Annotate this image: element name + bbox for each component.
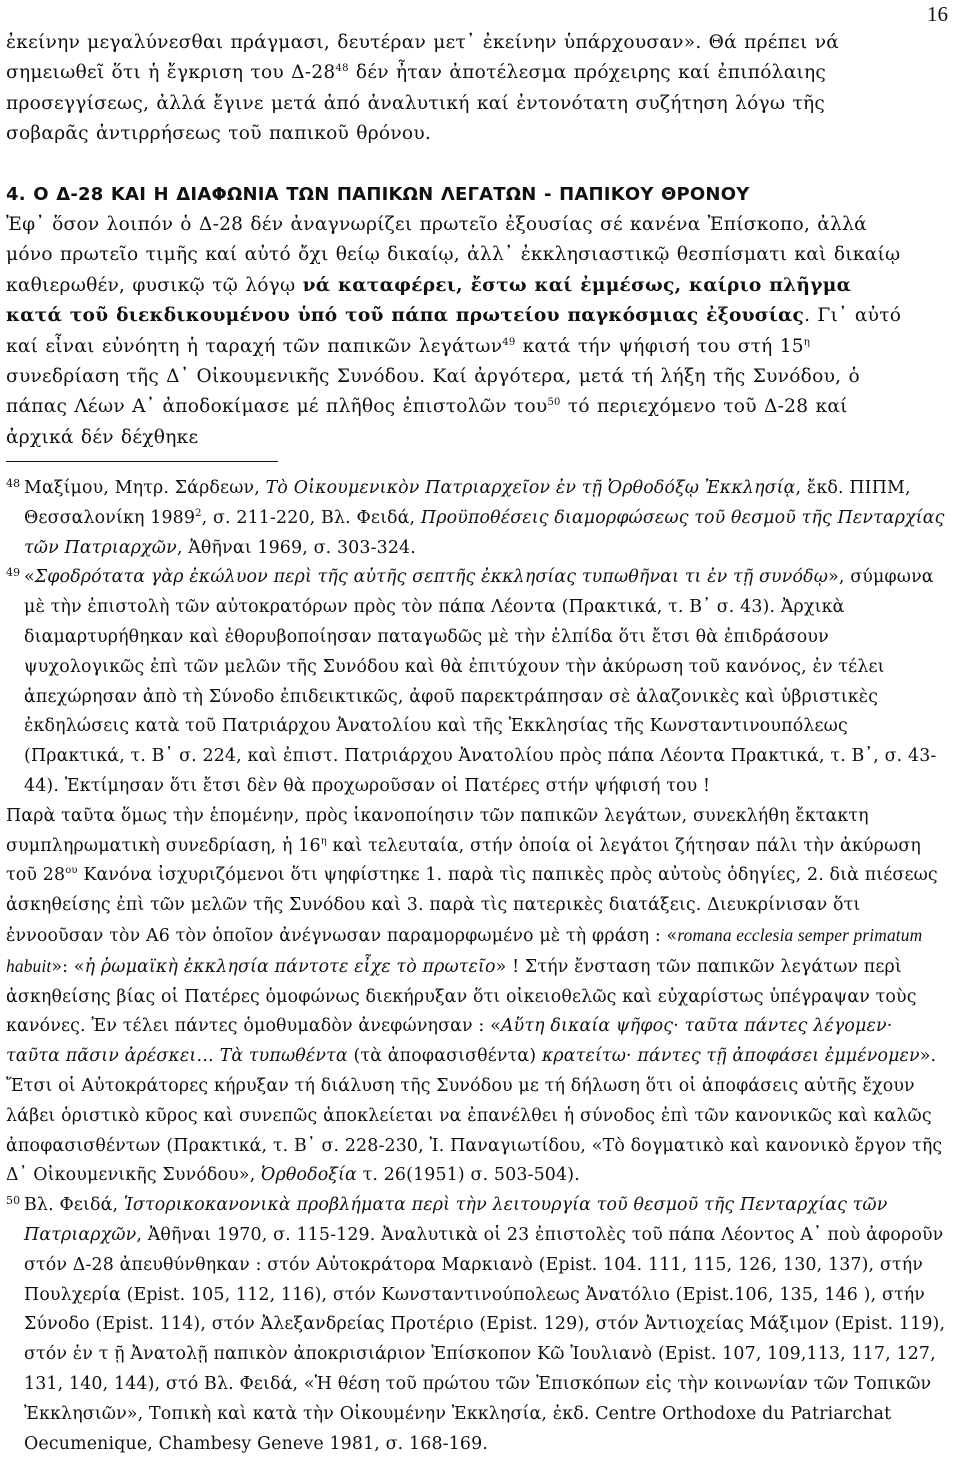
ordinal-superscript: η (803, 336, 811, 348)
body-paragraph-1: ἐκείνην μεγαλύνεσθαι πράγμασι, δευτέραν μετ᾽ ἐκείνην ὑπάρχουσαν». Θά πρέπει νά σημειωθεῖ ὅτι ἡ ἔγκριση του $\Delta-28^{48}$ δέν ἦταν ἀποτέλεσμα πρόχειρης καί ἐπιπόλαιης προσεγγίσεως, ἀλλά ἔγινε μετά ἀπό ἀναλυτική καί ἐντονότατη συζήτηση λόγω τῆς σοβαρᾶς ἀντιρρήσεως τοῦ παπικοῦ θρόνου. (6, 32, 840, 145)
footnotes (6, 474, 946, 1459)
footnote-48: 48 Μαξίμου, Μητρ. Σάρδεων, Τὸ Οἰκουμενικὸν Πατριαρχεῖον ἐν τῇ Ὀρθοδόξῳ Ἐκκλησίᾳ, ἔκδ. ΠΙΠΜ, Θεσσαλονίκη 1989$^2$, σ. 211-220, Βλ. Φειδά, Προϋποθέσεις διαμορφώσεως τοῦ θεσμοῦ τῆς Πενταρχίας τῶν Πατριαρχῶν, Ἀθῆναι 1969, σ. 303-324. (6, 474, 946, 563)
section-heading: 4. Ο Δ-28 ΚΑΙ Η ΔΙΑΦΩΝΙΑ ΤΩΝ ΠΑΠΙΚΩΝ ΛΕΓΑΤΩΝ - ΠΑΠΙΚΟΥ ΘΡΟΝΟΥ (6, 183, 750, 205)
footnote-49: 49 «Σφοδρότατα γὰρ ἐκώλυον περὶ τῆς αὐτῆς σεπτῆς ἐκκλησίας τυπωθῆναι τι ἐν τῇ συνόδῳ», σύμφωνα μὲ τὴν ἐπιστολὴ τῶν αὐτοκρατόρων πρὸς τὸν πάπα Λέοντα (Πρακτικά, τ. Β᾽ σ. 43). Ἀρχικὰ διαμαρτυρήθηκαν καὶ ἐθορυβοποίησαν παταγωδῶς μὲ τὴν ἐλπίδα ὅτι ἔτσι θὰ ἐπιδράσουν ψυχολογικῶς ἐπὶ τῶν μελῶν τῆς Συνόδου καὶ θὰ ἐπιτύχουν τὴν ἀκύρωση τοῦ κανόνος, ἐν τέλει ἀπεχώρησαν ἀπὸ τὴ Σύνοδο ἐπιδεικτικῶς, ἀφοῦ παρεκτράπησαν σὲ ἀλαζονικὲς καὶ ὑβριστικὲς ἐκδηλώσεις κατὰ τοῦ Πατριάρχου Ἀνατολίου καὶ τῆς Ἐκκλησίας τῆς Κωνσταντινουπόλεως (Πρακτικά, τ. Β᾽ σ. 224, καὶ ἐπιστ. Πατριάρχου Ἀνατολίου πρὸς πάπα Λέοντα Πρακτικά, τ. Β᾽, σ. 43-44). Ἐκτίμησαν ὅτι ἔτσι δὲν θὰ προχωροῦσαν οἱ Πατέρες στήν ψήφισή του ! (6, 563, 946, 801)
footnote-separator (6, 461, 278, 462)
page-number: 16 (927, 2, 948, 26)
footnote-ref-49: 49 (502, 336, 516, 348)
footnote-number: 50 (6, 1194, 21, 1208)
footnote-number: 48 (6, 477, 21, 490)
footnote-50: 50 Βλ. Φειδά, Ἱστορικοκανονικὰ προβλήματα περὶ τὴν λειτουργία τοῦ θεσμοῦ τῆς Πενταρχίας τῶν Πατριαρχῶν, Ἀθῆναι 1970, σ. 115-129. Ἀναλυτικὰ οἱ 23 ἐπιστολὲς τοῦ πάπα Λέοντος Α᾽ ποὺ ἀφοροῦν στόν Δ-28 ἀπευθύνθηκαν : στόν Αὐτοκράτορα Μαρκιανὸ (Epist. 104. 111, 115, 126, 130, 137), στήν Πουλχερία (Epist. 105, 112, 116), στόν Κωνσταντινούπολεως Ἀνατόλιο (Epist.106, 135, 146 ), στήν Σύνοδο (Epist. 114), στόν Ἀλεξανδρείας Προτέριο (Epist. 129), στόν Ἀντιοχείας Μάξιμον (Epist. 119), στόν ἐν τ ῇ Ἀνατολῇ παπικὸν ἀποκρισιάριον Ἐπίσκοπον Κῶ Ἰουλιανὸ (Epist. 107, 109,113, 117, 127, 131, 140, 144), στό Βλ. Φειδά, «Ἡ θέση τοῦ πρώτου τῶν Ἐπισκόπων εἰς τὴν κοινωνίαν τῶν Τοπικῶν Ἐκκλησιῶν», Τοπικὴ καὶ κατὰ τὴν Οἰκουμένην Ἐκκλησία, ἐκδ. Centre Orthodoxe du Patriarchat Oecumenique, Chambesy Geneve 1981, σ. 168-169. (6, 1191, 946, 1459)
footnote-ref-50: 50 (547, 397, 561, 409)
footnote-ref-48: 48 (335, 63, 349, 75)
footnote-number: 49 (6, 566, 21, 580)
footnote-49-continuation: Παρὰ ταῦτα ὅμως τὴν ἑπομένην, πρὸς ἱκανοποίησιν τῶν παπικῶν λεγάτων, συνεκλήθη ἔκτακτη συμπληρωματικὴ συνεδρίαση, ἡ $16^\eta$ καὶ τελευταία, στήν ὁποία οἱ λεγάτοι ζήτησαν πάλι τὴν ἀκύρωση τοῦ $28^{o\upsilon}$ Κανόνα ἰσχυριζόμενοι ὅτι ψηφίστηκε 1. παρὰ τὶς παπικὲς πρὸς αὐτοὺς ὁδηγίες, 2. διὰ πιέσεως ἀσκηθείσης ἐπὶ τῶν μελῶν τῆς Συνόδου καὶ 3. παρὰ τὶς πατερικὲς διατάξεις. Διευκρίνισαν ὅτι ἐννοοῦσαν τὸν Α6 τὸν ὁποῖον ἀνέγνωσαν παραμορφωμένο μὲ τὴ φράση : «romana ecclesia semper primatum habuit»: «ἡ ῥωμαϊκὴ ἐκκλησία πάντοτε εἶχε τὸ πρωτεῖο» ! Στήν ἔνσταση τῶν παπικῶν λεγάτων περὶ ἀσκηθείσης βίας οἱ Πατέρες ὁμοφώνως διεκήρυξαν ὅτι οἰκειοθελῶς καὶ εὐχαρίστως ὑπέγραψαν τοὺς κανόνες. Ἐν τέλει πάντες ὁμοθυμαδὸν ἀνεφώνησαν : «Αὕτη δικαία ψῆφος· ταῦτα πάντες λέγομεν· ταῦτα πᾶσιν ἀρέσκει… Τὰ τυπωθέντα (τὰ ἀποφασισθέντα) κρατείτω· πάντες τῇ ἀποφάσει ἐμμένομεν». Ἔτσι οἱ Αὐτοκράτορες κήρυξαν τή διάλυση τῆς Συνόδου με τή δήλωση ὅτι οἱ ἀποφάσεις αὐτῆς ἔχουν λάβει ὁριστικὸ κῦρος καὶ συνεπῶς ἀποκλείεται να ἐπανέλθει ἡ σύνοδος ἐπὶ τῶν κανονικῶς καὶ καλῶς ἀποφασισθέντων (Πρακτικά, τ. Β᾽ σ. 228-230, Ἰ. Παναγιωτίδου, «Τὸ δογματικὸ καὶ κανονικὸ ἔργον τῆς Δ᾽ Οἰκουμενικῆς Συνόδου», Ὀρθοδοξία τ. 26(1951) σ. 503-504). (6, 805, 943, 1186)
body-paragraph-2: Ἐφ᾽ ὅσον λοιπόν ὁ Δ-28 δέν ἀναγνωρίζει πρωτεῖο ἐξουσίας σέ κανένα Ἐπίσκοπο, ἀλλά μόνο πρωτεῖο τιμῆς καί αὐτό ὄχι θείῳ δικαίῳ, ἀλλ᾽ ἐκκλησιαστικῷ θεσπίσματι καὶ δικαίῳ καθιερωθέν, φυσικῷ τῷ λόγῳ νά καταφέρει, ἔστω καί ἐμμέσως, καίριο πλῆγμα κατά τοῦ διεκδικουμένου ὑπό τοῦ πάπα πρωτείου παγκόσμιας ἐξουσίας. Γι᾽ αὐτό καί εἶναι εὐνόητη ἡ ταραχή τῶν παπικῶν λεγάτων$^{49}$ κατά τήν ψήφισή του στή $15^\eta$ συνεδρίαση τῆς Δ᾽ Οἰκουμενικῆς Συνόδου. Καί ἀργότερα, μετά τή λήξη τῆς Συνόδου, ὁ πάπας Λέων Α᾽ ἀποδοκίμασε μέ πλῆθος ἐπιστολῶν του$^{50}$ τό περιεχόμενο τοῦ Δ-28 καί ἀρχικά δέν δέχθηκε (6, 214, 902, 448)
main-text (6, 28, 912, 453)
bold-emphasis: νά καταφέρει, ἔστω καί ἐμμέσως, καίριο πλῆγμα κατά τοῦ διεκδικουμένου ὑπό τοῦ πάπα πρωτείου παγκόσμιας ἐξουσίας (6, 274, 852, 327)
latin-quote: romana ecclesia semper primatum habuit (6, 924, 923, 976)
